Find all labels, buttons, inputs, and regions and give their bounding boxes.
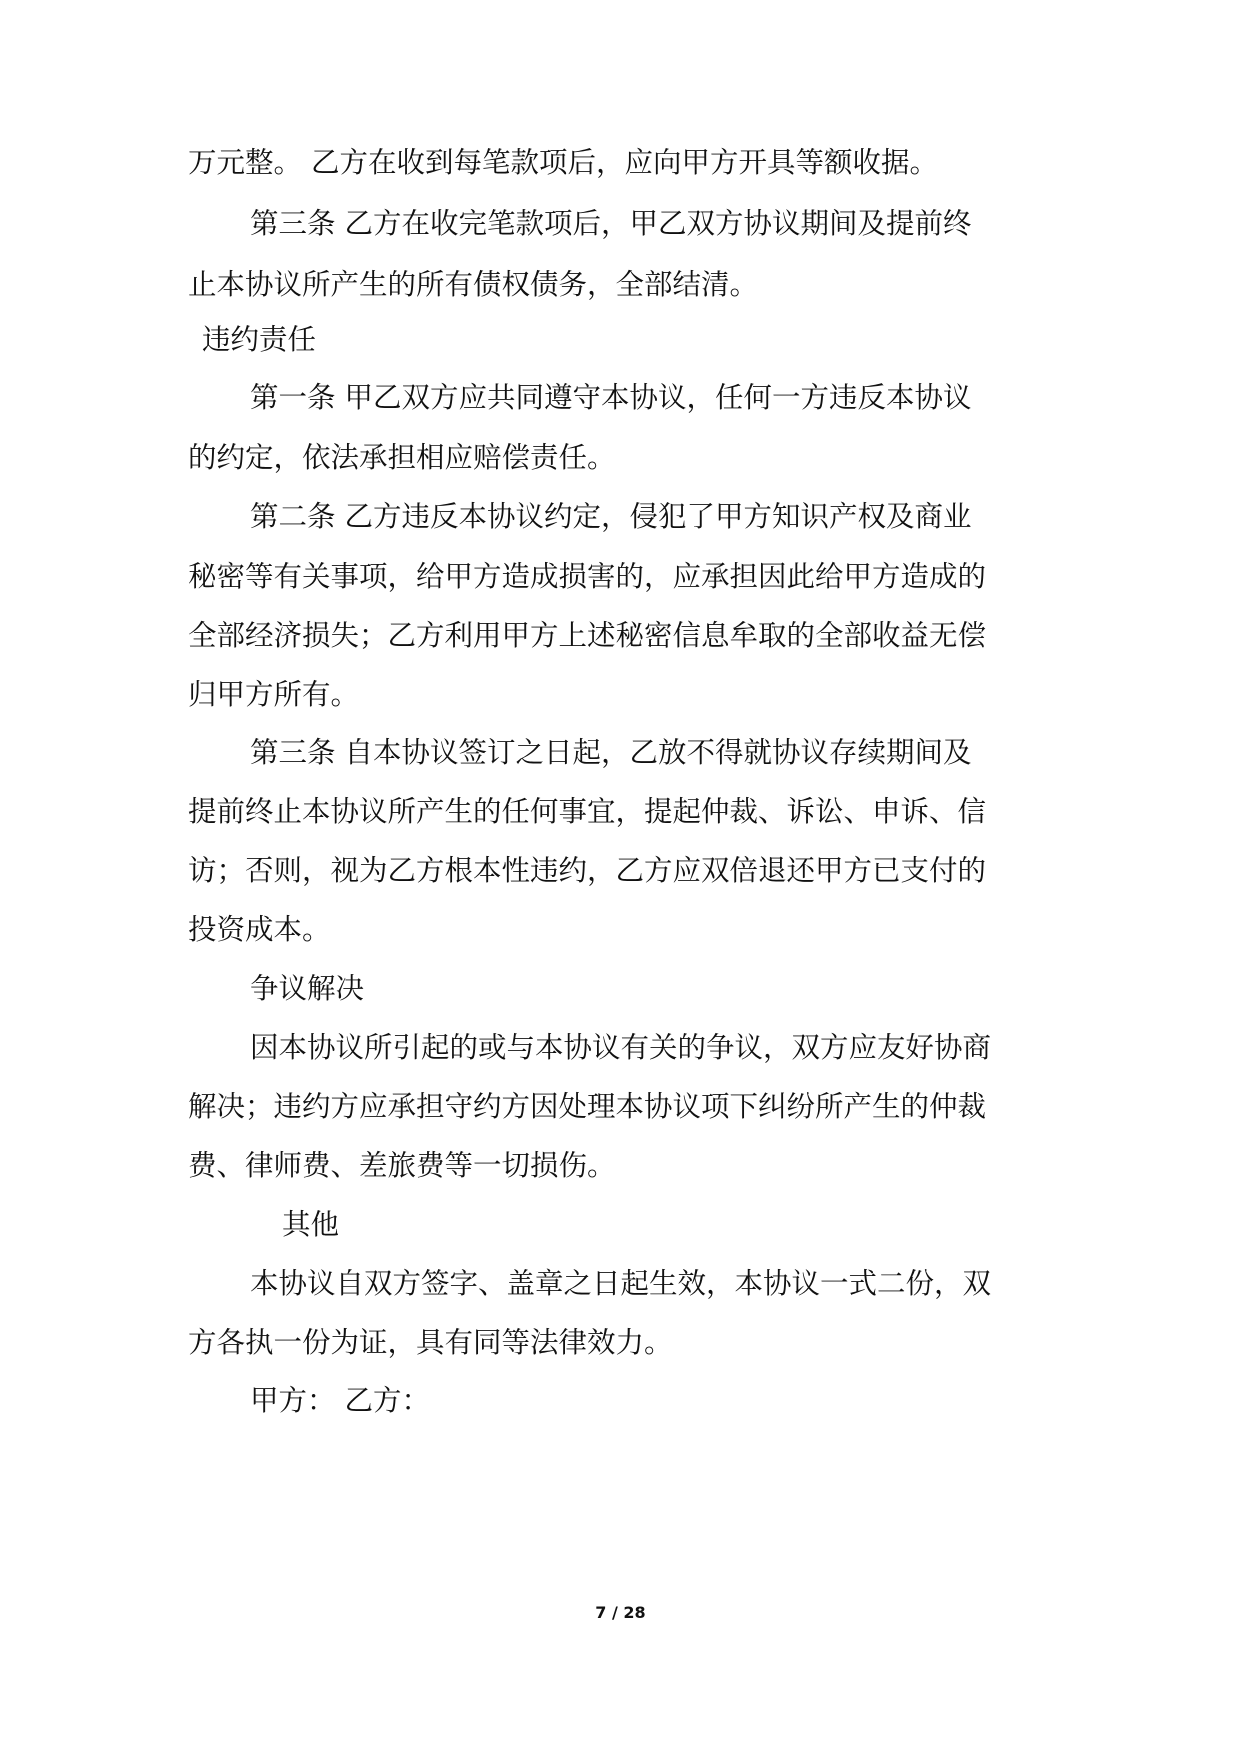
text-line: 归甲方所有。: [188, 678, 360, 711]
text-line: 解决；违约方应承担守约方因处理本协议项下纠纷所产生的仲裁: [188, 1090, 987, 1123]
text-line: 的约定，依法承担相应赔偿责任。: [188, 441, 616, 474]
text-line: 止本协议所产生的所有债权债务，全部结清。: [188, 268, 759, 301]
text-line: 万元整。 乙方在收到每笔款项后，应向甲方开具等额收据。: [188, 146, 939, 179]
text-line: 秘密等有关事项，给甲方造成损害的，应承担因此给甲方造成的: [188, 560, 987, 593]
text-line: 费、律师费、差旅费等一切损伤。: [188, 1149, 616, 1182]
text-line: 提前终止本协议所产生的任何事宜，提起仲裁、诉讼、申诉、信: [188, 795, 987, 828]
other-line-1: 本协议自双方签字、盖章之日起生效，本协议一式二份，双: [250, 1267, 992, 1300]
article-3-line-1: 第三条 乙方在收完笔款项后，甲乙双方协议期间及提前终: [250, 207, 972, 240]
text-line: 全部经济损失；乙方利用甲方上述秘密信息牟取的全部收益无偿: [188, 619, 987, 652]
text-line: 访；否则，视为乙方根本性违约，乙方应双倍退还甲方已支付的: [188, 854, 987, 887]
breach-article-1-line-1: 第一条 甲乙双方应共同遵守本协议，任何一方违反本协议: [250, 381, 972, 414]
section-heading-breach: 违约责任: [202, 323, 317, 356]
section-heading-other: 其他: [282, 1208, 340, 1241]
breach-article-3-line-1: 第三条 自本协议签订之日起，乙放不得就协议存续期间及: [250, 736, 972, 769]
text-line: 方各执一份为证，具有同等法律效力。: [188, 1326, 673, 1359]
page-number: 7 / 28: [595, 1603, 646, 1622]
breach-article-2-line-1: 第二条 乙方违反本协议约定，侵犯了甲方知识产权及商业: [250, 500, 972, 533]
signature-line: 甲方： 乙方：: [250, 1384, 431, 1417]
dispute-line-1: 因本协议所引起的或与本协议有关的争议，双方应友好协商: [250, 1031, 992, 1064]
text-line: 投资成本。: [188, 913, 331, 946]
section-heading-dispute: 争议解决: [250, 972, 365, 1005]
